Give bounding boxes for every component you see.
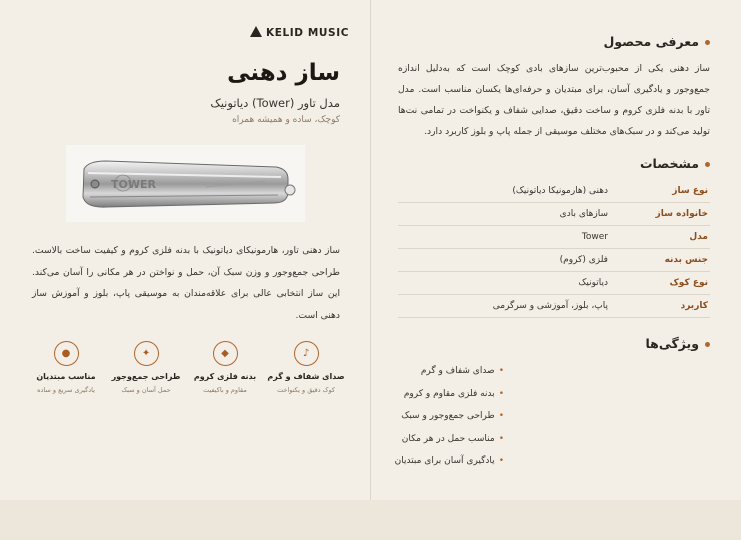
spec-key: نوع کوک [608, 272, 710, 295]
bullet-dot-icon [705, 40, 710, 45]
harmonica-image [66, 145, 305, 222]
product-image [66, 145, 305, 222]
list-item: •یادگیری آسان برای مبتدیان [394, 456, 504, 466]
intro-section-title: معرفی محصول [603, 34, 710, 49]
product-description: ساز دهنی تاور، هارمونیکای دیاتونیک با بدنه فلزی کروم و کیفیت ساخت بالاست. طراحی جمع‌وجور و وزن سبک آن، حمل و نواختن در هر مکانی را آسان می‌کند. این ساز انتخابی عالی برای علاقه‌مندان به موسیقی پاپ، بلوز و آموزش ساز دهنی است. [32, 245, 340, 321]
bullet-icon: • [498, 388, 504, 399]
feature-badge [185, 341, 265, 394]
page-title: ساز دهنی [227, 60, 340, 86]
bullet-icon: • [498, 456, 504, 466]
list-item: •مناسب حمل در هر مکان [401, 433, 504, 444]
spec-key: کاربرد [608, 295, 710, 318]
feature-badge-title: بدنه فلزی کروم [193, 372, 257, 381]
feature-badge-title: صدای شفاف و گرم [267, 372, 345, 381]
bullet-dot-icon [705, 162, 710, 167]
page-footer-strip [0, 500, 741, 540]
table-row [398, 249, 710, 272]
triangle-logo-icon [250, 26, 262, 37]
specs-table [398, 180, 710, 318]
harmonica-engraving: TOWER [111, 178, 156, 191]
table-row [398, 272, 710, 295]
spec-key: خانواده ساز [608, 203, 710, 226]
features-section-title: ویژگی‌ها [645, 336, 710, 351]
feature-badge-subtitle: یادگیری سریع و ساده [37, 386, 95, 394]
feature-badge-subtitle: مقاوم و باکیفیت [203, 386, 247, 394]
list-item: •بدنه فلزی مقاوم و کروم [403, 388, 504, 399]
intro-text: ساز دهنی یکی از محبوب‌ترین سازهای بادی کوچک است که به‌دلیل اندازه جمع‌وجور و یادگیری آسان، برای مبتدیان و حرفه‌ای‌ها یکسان مناسب است. مدل تاور با بدنه فلزی کروم و ساخت دقیق، صدایی شفاف و یکنواخت در تمامی نت‌ها تولید می‌کند و در سبک‌های مختلف موسیقی از جمله پاپ و بلوز کاربرد دارد. [398, 63, 710, 137]
spec-value: فلزی (کروم) [398, 249, 608, 272]
spec-value: دهنی (هارمونیکا دیاتونیک) [398, 180, 608, 203]
product-subtitle: مدل تاور (Tower) دیاتونیک [210, 96, 340, 110]
spec-value: پاپ، بلوز، آموزشی و سرگرمی [398, 295, 608, 318]
table-row [398, 180, 710, 203]
brand-logo: KELID MUSIC [250, 26, 349, 39]
spec-key: جنس بدنه [608, 249, 710, 272]
feature-badge [26, 341, 106, 394]
column-divider [370, 0, 371, 500]
spec-key: نوع ساز [608, 180, 710, 203]
list-item: •صدای شفاف و گرم [420, 366, 504, 376]
feature-badge-title: طراحی جمع‌وجور [111, 372, 181, 381]
table-row [398, 226, 710, 249]
table-row [398, 203, 710, 226]
feature-badge-subtitle: کوک دقیق و یکنواخت [277, 386, 335, 394]
feature-badge [106, 341, 186, 394]
bullet-icon: • [498, 366, 504, 376]
sparkle-icon: ✦ [134, 341, 159, 366]
feature-badge [266, 341, 346, 394]
feature-badge-subtitle: حمل آسان و سبک [121, 386, 171, 394]
features-list [395, 360, 504, 473]
spec-value: Tower [398, 226, 608, 249]
bullet-icon: • [498, 411, 504, 421]
specs-section-title: مشخصات [640, 156, 710, 171]
spec-value: دیاتونیک [398, 272, 608, 295]
diamond-icon: ◆ [213, 341, 238, 366]
bullet-icon: • [498, 433, 504, 444]
dot-icon: ● [54, 341, 79, 366]
music-note-icon: ♪ [294, 341, 319, 366]
table-row [398, 295, 710, 318]
bullet-dot-icon [705, 342, 710, 347]
feature-badge-title: مناسب مبتدیان [36, 372, 96, 381]
spec-value: سازهای بادی [398, 203, 608, 226]
spec-key: مدل [608, 226, 710, 249]
product-tagline: کوچک، ساده و همیشه همراه [232, 115, 340, 125]
list-item: •طراحی جمع‌وجور و سبک [401, 411, 504, 421]
